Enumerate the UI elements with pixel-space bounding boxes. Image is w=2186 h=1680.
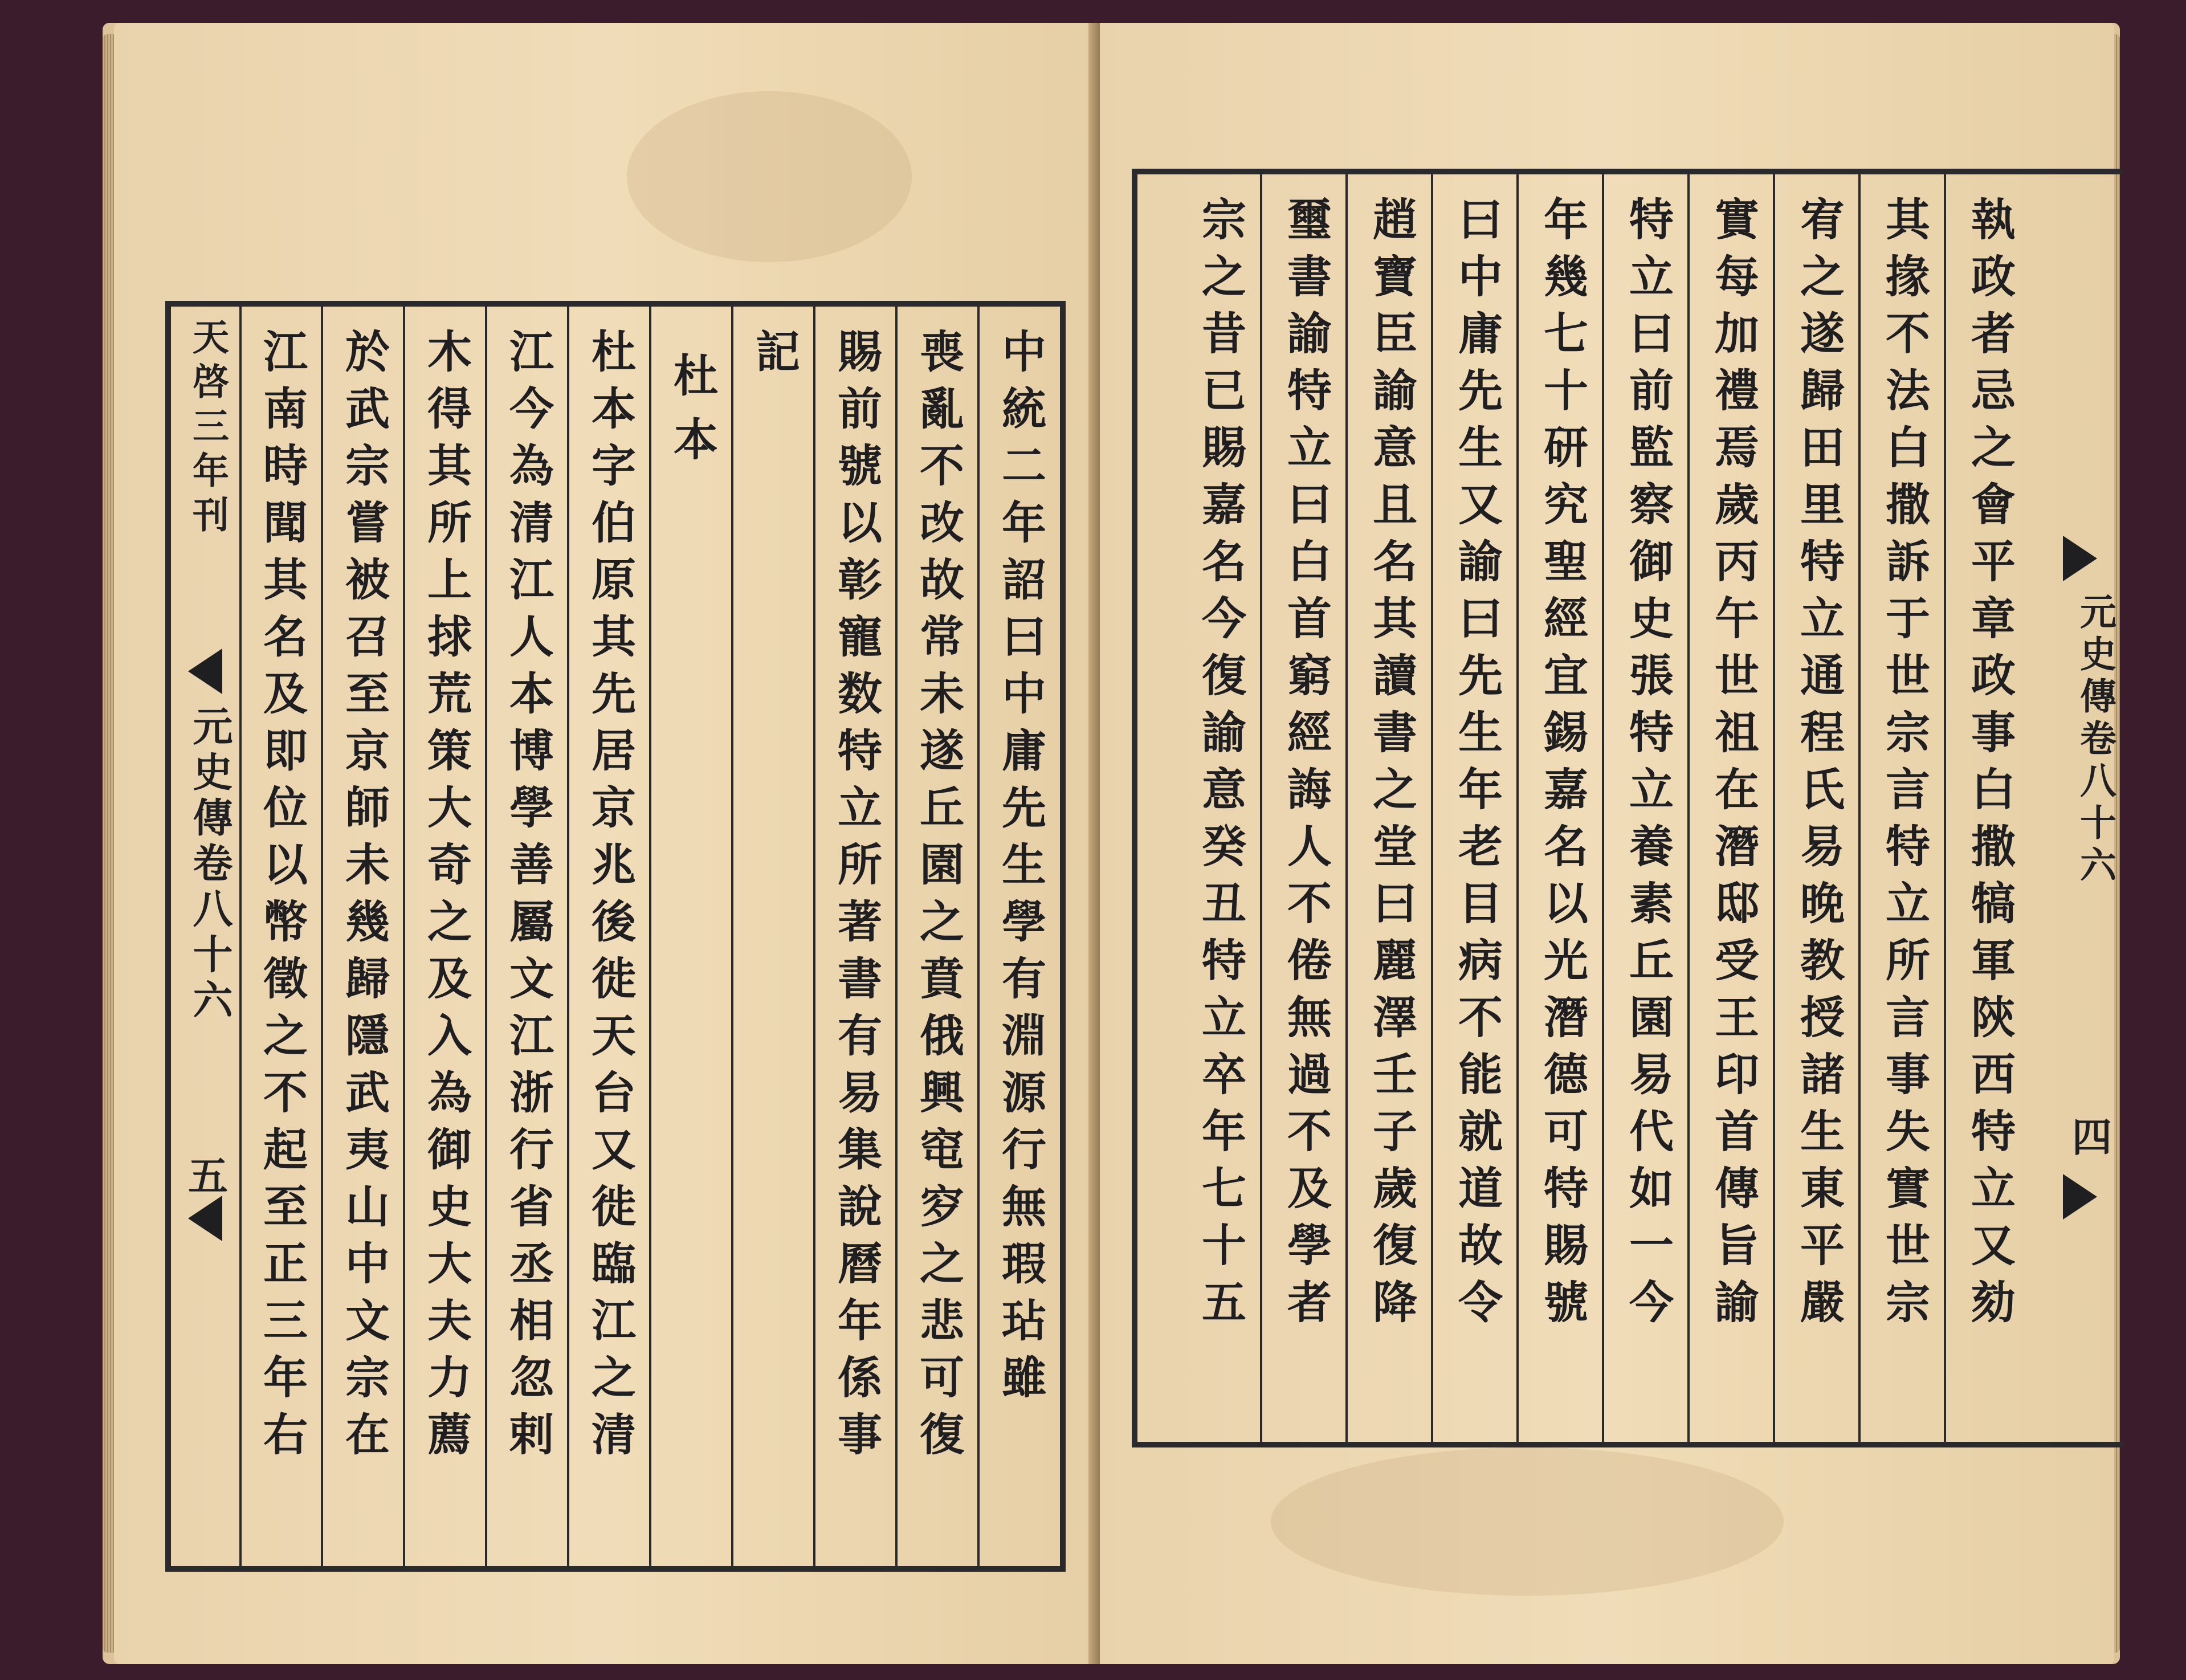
text-column: 其掾不法白撒訴于世宗言特立所言事失實世宗: [1878, 196, 1930, 1336]
text-column: 於武宗嘗被召至京師未幾歸隱武夷山中文宗在: [338, 328, 390, 1468]
text-column: 宥之遂歸田里特立通程氏易晚教授諸生東平嚴: [1793, 196, 1845, 1336]
page-number: 四: [2072, 1114, 2112, 1161]
text-column: 杜本字伯原其先居京兆後徙天台又徙臨江之清: [584, 328, 636, 1468]
edition-label: 天啓三年刊: [186, 318, 229, 540]
text-column: 賜前號以彰寵数特立所著書有易集說曆年係事: [830, 328, 882, 1468]
fish-tail-mark: [2063, 1174, 2097, 1220]
text-column: 木得其所上捄荒策大奇之及入為御史大夫力薦: [420, 328, 472, 1468]
book-spread: [103, 23, 2120, 1664]
text-column: 記: [748, 328, 800, 385]
text-column: 中統二年詔曰中庸先生學有淵源行無瑕玷雖: [994, 328, 1046, 1411]
text-column: 曰中庸先生又諭曰先生年老目病不能就道故令: [1451, 196, 1503, 1336]
right-page: [1100, 23, 2114, 1664]
margin-title: 元史傳卷八十六: [186, 706, 234, 1025]
paper-stain: [627, 91, 912, 262]
text-column: 江今為清江人本博學善屬文江浙行省丞相忽剌: [502, 328, 554, 1468]
biography-heading: 杜本: [666, 352, 718, 480]
text-column: 趙寶臣諭意且名其讀書之堂曰麗澤壬子歲復降: [1365, 196, 1417, 1336]
fish-tail-mark: [188, 1196, 222, 1241]
page-number: 五: [188, 1152, 228, 1200]
text-column: 年幾七十研究聖經宜錫嘉名以光潛德可特賜號: [1536, 196, 1588, 1336]
text-column: 喪亂不改故常未遂丘園之賁俄興窀穸之悲可復: [912, 328, 964, 1468]
text-column: 執政者忌之會平章政事白撒犒軍陝西特立又劾: [1964, 196, 2016, 1336]
text-column: 璽書諭特立曰白首窮經誨人不倦無過不及學者: [1280, 196, 1332, 1336]
left-page: [114, 23, 1100, 1664]
fish-tail-mark: [2063, 536, 2097, 581]
margin-title: 元史傳卷八十六: [2074, 593, 2116, 888]
paper-stain: [1271, 1447, 1784, 1596]
text-column: 宗之昔已賜嘉名今復諭意癸丑特立卒年七十五: [1194, 196, 1246, 1336]
right-text-frame: [1132, 169, 2123, 1447]
text-column: 實每加禮焉歲丙午世祖在潛邸受王印首傳旨諭: [1707, 196, 1759, 1336]
text-column: 特立曰前監察御史張特立養素丘園易代如一今: [1622, 196, 1674, 1336]
text-column: 江南時聞其名及即位以幣徵之不起至正三年右: [256, 328, 308, 1468]
fish-tail-mark: [188, 649, 222, 694]
left-text-frame: [165, 301, 1066, 1572]
